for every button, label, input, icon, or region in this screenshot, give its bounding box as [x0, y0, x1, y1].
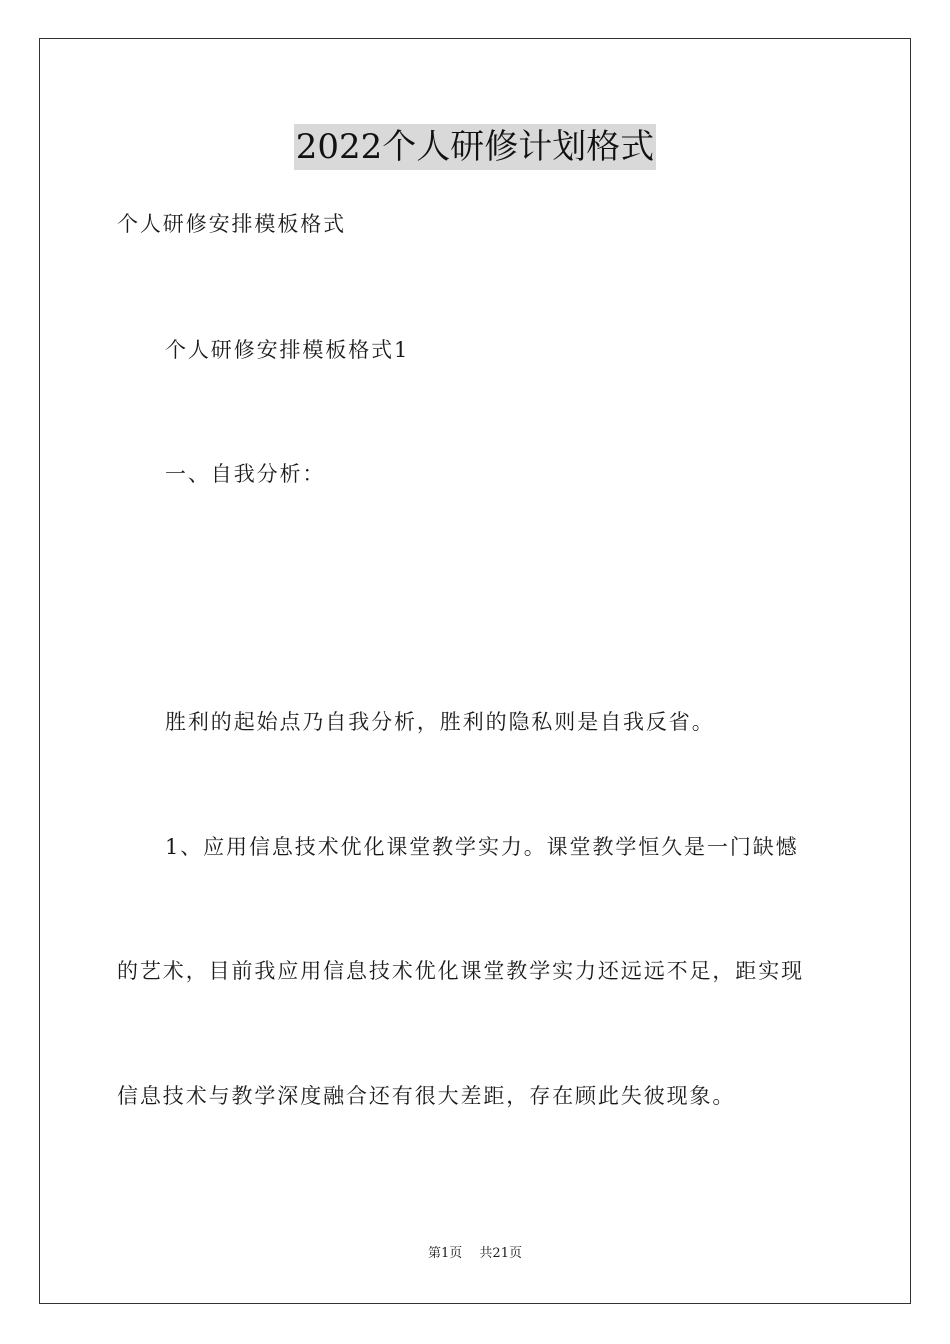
paragraph-line: 信息技术与教学深度融合还有很大差距，存在顾此失彼现象。	[117, 1084, 736, 1108]
paragraph-line: 胜利的起始点乃自我分析，胜利的隐私则是自我反省。	[165, 710, 715, 734]
subtitle-line: 个人研修安排模板格式	[117, 212, 346, 236]
paragraph-line: 的艺术，目前我应用信息技术优化课堂教学实力还远远不足，距实现	[117, 959, 804, 983]
subsection-heading: 一、自我分析：	[165, 462, 326, 486]
page-footer: 第1页 共21页	[428, 1246, 522, 1261]
title-container	[0, 124, 950, 170]
paragraph-line: 1、应用信息技术优化课堂教学实力。课堂教学恒久是一门缺憾	[165, 835, 799, 859]
document-title: 2022个人研修计划格式	[294, 124, 657, 170]
section-heading: 个人研修安排模板格式1	[165, 338, 410, 362]
